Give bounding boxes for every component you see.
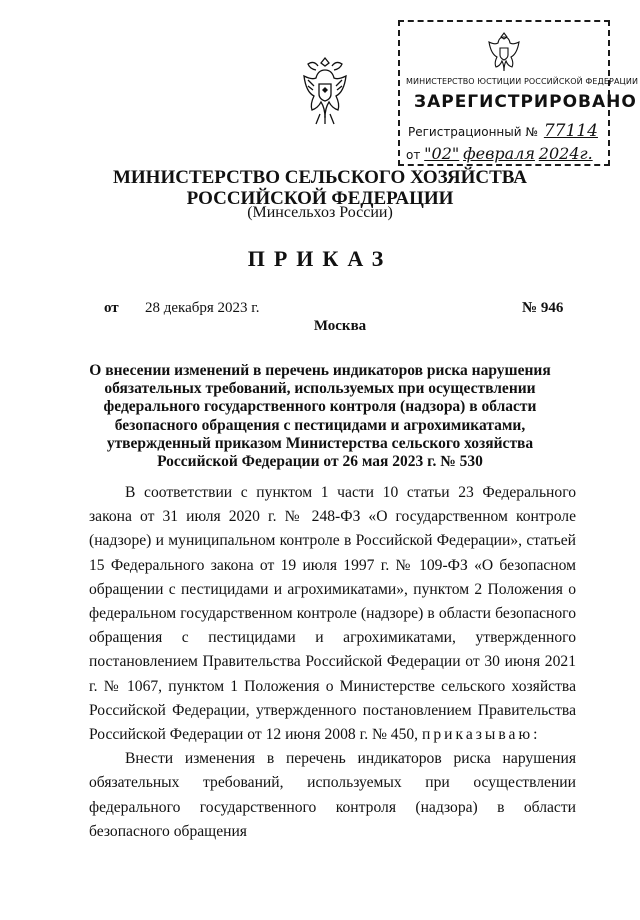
document-title: [0, 362, 640, 471]
document-body: [89, 481, 576, 844]
date-label: от: [104, 300, 119, 316]
document-title-line2: обязательных требований, используемых при осуществлении: [104, 380, 536, 398]
stamp-date-line: [406, 144, 593, 163]
registration-stamp: [398, 20, 639, 166]
ministry-name-line1: МИНИСТЕРСТВО СЕЛЬСКОГО ХОЗЯЙСТВА: [112, 167, 528, 188]
document-title-line3: федерального государственного контроля (надзора) в области: [103, 398, 537, 416]
stamp-date-month: февраля: [463, 144, 535, 163]
document-title-line6: Российской Федерации от 26 мая 2023 г. № 530: [157, 453, 483, 471]
coat-of-arms-icon: [300, 54, 350, 130]
document-title-line5: утвержденный приказом Министерства сельского хозяйства: [106, 434, 534, 452]
stamp-date-day: "02": [424, 144, 460, 163]
ministry-name-line2: РОССИЙСКОЙ ФЕДЕРАЦИИ: [186, 188, 454, 209]
document-title-line1: О внесении изменений в перечень индикаторов риска нарушения: [89, 362, 551, 379]
order-word: приказываю:: [422, 726, 541, 744]
stamp-status-text: ЗАРЕГИСТРИРОВАНО: [414, 92, 637, 112]
body-paragraph-1: [89, 481, 576, 747]
stamp-ministry-text: МИНИСТЕРСТВО ЮСТИЦИИ РОССИЙСКОЙ ФЕДЕРАЦИИ: [406, 77, 639, 86]
stamp-date-prefix: от: [406, 148, 421, 162]
order-number: № 946: [522, 300, 564, 316]
order-date: 28 декабря 2023 г.: [145, 300, 260, 316]
stamp-coat-of-arms-icon: [486, 30, 522, 74]
stamp-registration-line: [408, 121, 598, 141]
stamp-reg-number: 77114: [543, 121, 598, 141]
ministry-short-name: (Минсельхоз России): [247, 204, 393, 221]
stamp-reg-label: Регистрационный №: [408, 125, 538, 139]
order-title: ПРИКАЗ: [247, 246, 393, 271]
body-paragraph-2: Внести изменения в перечень индикаторов риска нарушения обязательных требований, используемых при осуществлении федерального государственного контроля (надзора) в области безопасного обращения: [89, 750, 576, 840]
document-title-line4: безопасного обращения с пестицидами и агрохимикатами,: [114, 416, 526, 434]
body-paragraph-1-text: В соответствии с пунктом 1 части 10 статьи 23 Федерального закона от 31 июля 2020 г. № 248-ФЗ «О государственном контроле (надзоре) и муниципальном контроле в Российской Федерации», статьей 15 Федерального закона от 19 июля 1997 г. № 109-ФЗ «О безопасном обращении с пестицидами и агрохимикатами», пунктом 2 Положения о федеральном государственном контроле (надзоре) в области безопасного обращения с пестицидами и агрохимикатами, утвержденного постановлением Правительства Российской Федерации от 30 июня 2021 г. № 1067, пунктом 1 Положения о Министерстве сельского хозяйства Российской Федерации, утвержденного постановлением Правительства Российской Федерации от 12 июня 2008 г. № 450,: [89, 484, 576, 744]
ministry-name: [0, 167, 640, 209]
order-city: Москва: [313, 318, 367, 334]
stamp-date-year: 2024г.: [538, 144, 593, 163]
